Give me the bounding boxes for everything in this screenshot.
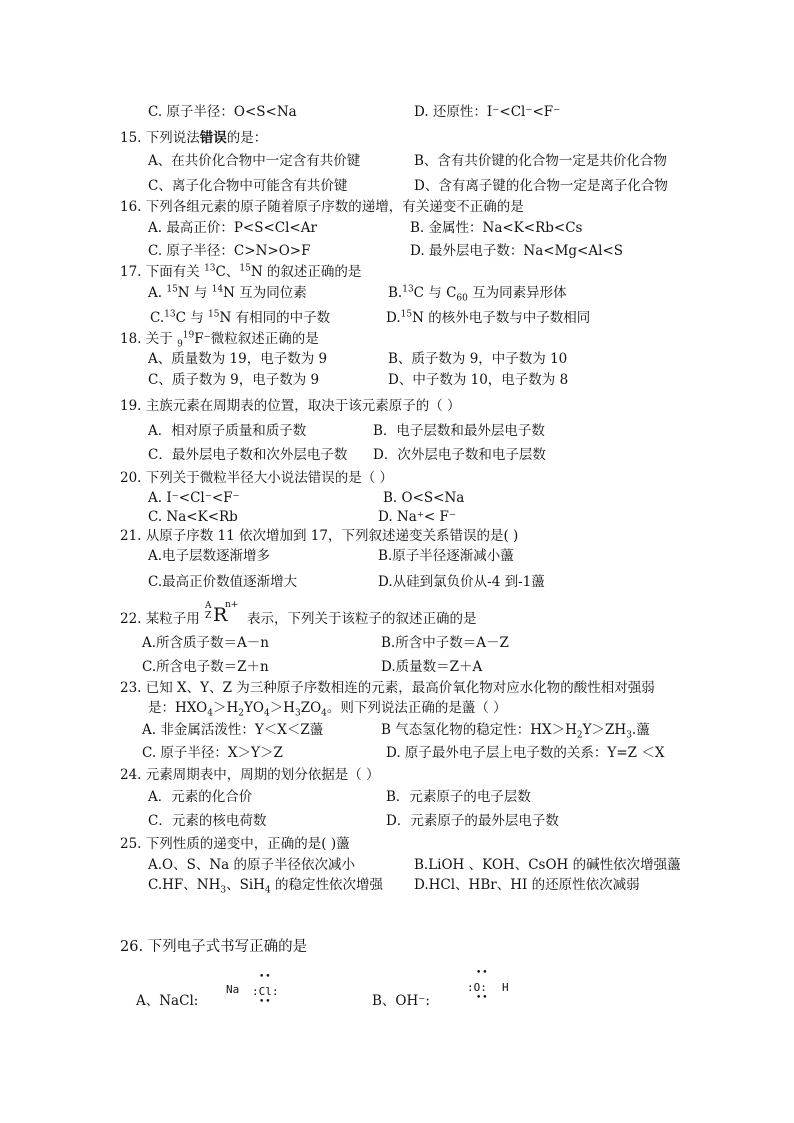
- q18-option-a: A、质量数为 19，电子数为 9: [148, 351, 328, 367]
- q24-option-a: A．元素的化合价: [148, 789, 253, 805]
- q25-option-c: C.HF、$NH_3$、SiH$_4$ 的稳定性依次增强: [148, 877, 383, 896]
- q25-option-b: B.LiOH 、KOH、CsOH 的碱性依次增强蘯: [414, 857, 681, 873]
- q20-option-d: D. Na⁺< F⁻: [378, 509, 457, 525]
- q15-option-b: B、含有共价键的化合物一定是共价化合物: [414, 153, 667, 169]
- q24-option-b: B．元素原子的电子层数: [386, 789, 531, 805]
- element-symbol: R: [213, 604, 228, 626]
- q19-option-d: D．次外层电子数和电子层数: [373, 447, 546, 463]
- q15-option-c: C、离子化合物中可能含有共价键: [148, 178, 348, 194]
- oh-bottom-dots: ••: [476, 993, 489, 1003]
- q23-option-b: B 气态氢化物的稳定性：$HX>H_2Y>ZH_3$.蘯: [381, 722, 650, 741]
- q24-option-c: C．元素的核电荷数: [148, 813, 267, 829]
- q23-option-c: C. 原子半径：X＞Y＞Z: [142, 745, 283, 761]
- q19-option-b: B．电子层数和最外层电子数: [373, 423, 545, 439]
- q23-stem-line1: 23. 已知 X、Y、Z 为三种原子序数相连的元素，最高价氧化物对应水化物的酸性相对强弱: [120, 680, 655, 696]
- q19-option-c: C．最外层电子数和次外层电子数: [148, 447, 348, 463]
- q16-option-c: C. 原子半径：C>N>O>F: [148, 243, 311, 259]
- q16-option-d: D. 最外层电子数：Na<Mg<Al<S: [410, 243, 624, 259]
- q21-stem: 21. 从原子序数 11 依次增加到 17，下列叙述递变关系错误的是( ): [120, 528, 519, 544]
- q25-option-d: D.HCl、HBr、HI 的还原性依次减弱: [414, 877, 640, 893]
- q14-option-d: D. 还原性：I⁻<Cl⁻<F⁻: [414, 104, 561, 120]
- q21-option-d: D.从硅到氯负价从-4 到-1蘯: [378, 574, 545, 590]
- nacl-sodium: Na: [226, 983, 240, 996]
- nacl-chlorine: :Cl:: [252, 985, 279, 998]
- q25-stem: 25. 下列性质的递变中，正确的是( )蘯: [120, 836, 350, 852]
- q22-option-d: D.质量数＝Z＋A: [381, 659, 483, 675]
- q25-option-a: A.O、S、Na 的原子半径依次减小: [148, 857, 356, 873]
- q21-option-a: A.电子层数逐渐增多: [148, 548, 271, 564]
- q22-stem-suffix: 表示，下列关于该粒子的叙述正确的是: [247, 611, 477, 627]
- q23-stem-line2: 是：$HXO_4>H_2YO_4>H_3ZO_4$。则下列说法正确的是蘯（ ）: [148, 700, 507, 719]
- q20-option-c: C. Na<K<Rb: [148, 509, 238, 525]
- q23-option-a: A. 非金属活泼性：Y＜X＜Z蘯: [142, 722, 324, 738]
- q22-option-a: A.所含质子数＝A－n: [142, 635, 269, 651]
- q17-option-b: B.$^{13}$C 与 $C_{60}$ 互为同素异形体: [388, 284, 567, 304]
- oh-oxygen: :O:: [467, 981, 487, 994]
- q21-option-c: C.最高正价数值逐渐增大: [148, 574, 298, 590]
- q20-option-a: A. I⁻<Cl⁻<F⁻: [148, 490, 240, 506]
- q24-option-d: D．元素原子的最外层电子数: [386, 813, 559, 829]
- q22-stem-prefix: 22. 某粒子用: [120, 611, 200, 627]
- q14-option-c: C. 原子半径：O<S<Na: [148, 104, 297, 120]
- q18-option-d: D、中子数为 10，电子数为 8: [388, 372, 569, 388]
- nacl-bottom-dots: ••: [259, 997, 272, 1007]
- q17-option-c: C.$^{13}$C 与 $^{15}$N 有相同的中子数: [150, 309, 331, 326]
- q21-option-b: B.原子半径逐渐减小蘯: [378, 548, 514, 564]
- q17-option-d: D.$^{15}$N 的核外电子数与中子数相同: [386, 309, 591, 326]
- q16-option-a: A. 最高正价：P<S<Cl<Ar: [148, 220, 317, 236]
- nuclide-symbol: [205, 602, 247, 628]
- q15-option-a: A、在共价化合物中一定含有共价键: [148, 153, 361, 169]
- oh-top-dots: ••: [476, 968, 489, 978]
- atomic-number-symbol: Z: [205, 611, 212, 621]
- q16-stem: 16. 下列各组元素的原子随着原子序数的递增，有关递变不正确的是: [120, 199, 524, 215]
- nacl-top-dots: ••: [259, 972, 272, 982]
- q17-stem: 17. 下面有关 $^{13}$C、$^{15}$N 的叙述正确的是: [120, 263, 362, 280]
- q24-stem: 24. 元素周期表中，周期的划分依据是（ ）: [120, 767, 380, 783]
- q15-option-d: D、含有离子键的化合物一定是离子化合物: [414, 178, 668, 194]
- q23-option-d: D. 原子最外电子层上电子数的关系：Y=Z ＜X: [386, 745, 665, 761]
- q18-option-b: B、质子数为 9，中子数为 10: [388, 351, 568, 367]
- mass-number-symbol: A: [205, 601, 212, 611]
- q20-stem: 20. 下列关于微粒半径大小说法错误的是（ ）: [120, 470, 394, 486]
- q26-option-a-label: A、NaCl:: [136, 993, 199, 1009]
- q15-stem: 15. 下列说法错误的是：: [120, 130, 268, 146]
- q18-stem: 18. 关于 $_9^{19}$F⁻微粒叙述正确的是: [120, 330, 319, 350]
- q22-option-c: C.所含电子数＝Z＋n: [142, 659, 269, 675]
- q19-option-a: A．相对原子质量和质子数: [148, 423, 307, 439]
- q18-option-c: C、质子数为 9，电子数为 9: [148, 372, 320, 388]
- q16-option-b: B. 金属性：Na<K<Rb<Cs: [410, 220, 583, 236]
- q19-stem: 19. 主族元素在周期表的位置，取决于该元素原子的（ ）: [120, 398, 461, 414]
- q20-option-b: B. O<S<Na: [383, 490, 465, 506]
- oh-hydrogen: H: [502, 981, 509, 994]
- q17-option-a: A. $^{15}$N 与 $^{14}$N 互为同位素: [148, 284, 307, 301]
- q26-option-b-label: B、OH⁻:: [372, 993, 430, 1009]
- charge-symbol: n+: [225, 600, 239, 610]
- q22-option-b: B.所含中子数＝A－Z: [381, 635, 509, 651]
- q26-stem: 26. 下列电子式书写正确的是: [120, 939, 308, 955]
